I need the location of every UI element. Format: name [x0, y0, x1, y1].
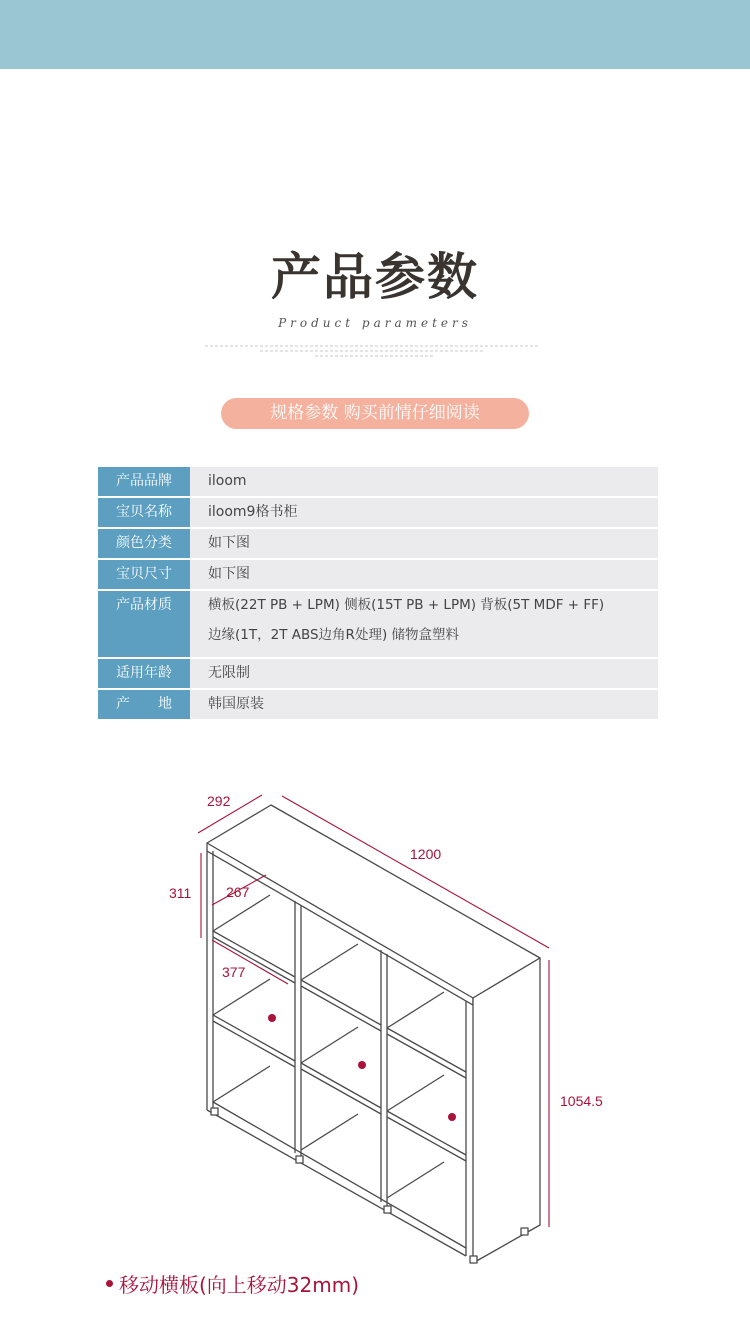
dim-inner-width-label: 377: [222, 964, 246, 980]
table-row: [98, 467, 658, 497]
table-row: [98, 590, 658, 658]
spec-value: 如下图: [190, 559, 658, 590]
spec-value: 横板(22T PB + LPM) 侧板(15T PB + LPM) 背板(5T MDF + FF) 边缘(1T，2T ABS边角R处理) 储物盒塑料: [190, 590, 658, 658]
spec-value: 无限制: [190, 658, 658, 689]
spec-value: 韩国原装: [190, 689, 658, 720]
dim-inner-depth-label: 267: [226, 884, 250, 900]
spec-key: 产品材质: [98, 590, 190, 658]
decorative-dotted-lines: [200, 343, 550, 363]
dim-height-label: 1054.5: [560, 1093, 603, 1109]
spec-key: 适用年龄: [98, 658, 190, 689]
page-subtitle: Product parameters: [278, 316, 472, 330]
spec-value: iloom9格书柜: [190, 497, 658, 528]
table-row: [98, 528, 658, 559]
movable-shelf-note: [106, 1269, 359, 1298]
dim-depth-label: 292: [207, 793, 231, 809]
table-row: [98, 689, 658, 720]
bookcase-diagram: [0, 760, 750, 1270]
spec-value: iloom: [190, 467, 658, 497]
table-row: [98, 497, 658, 528]
page-title: 产品参数: [271, 248, 479, 306]
spec-key: 产 地: [98, 689, 190, 720]
bullet-icon: [106, 1280, 113, 1287]
dim-width-label: 1200: [410, 846, 442, 862]
notice-pill: 规格参数 购买前情仔细阅读: [221, 398, 529, 429]
spec-table: [98, 467, 658, 721]
top-color-band: [0, 0, 750, 69]
table-row: [98, 559, 658, 590]
spec-key: 宝贝尺寸: [98, 559, 190, 590]
note-text: 移动横板(向上移动32mm): [119, 1273, 360, 1297]
spec-key: 颜色分类: [98, 528, 190, 559]
table-row: [98, 658, 658, 689]
spec-key: 宝贝名称: [98, 497, 190, 528]
dim-shelf-height-label: 311: [169, 885, 192, 901]
spec-key: 产品品牌: [98, 467, 190, 497]
spec-value: 如下图: [190, 528, 658, 559]
